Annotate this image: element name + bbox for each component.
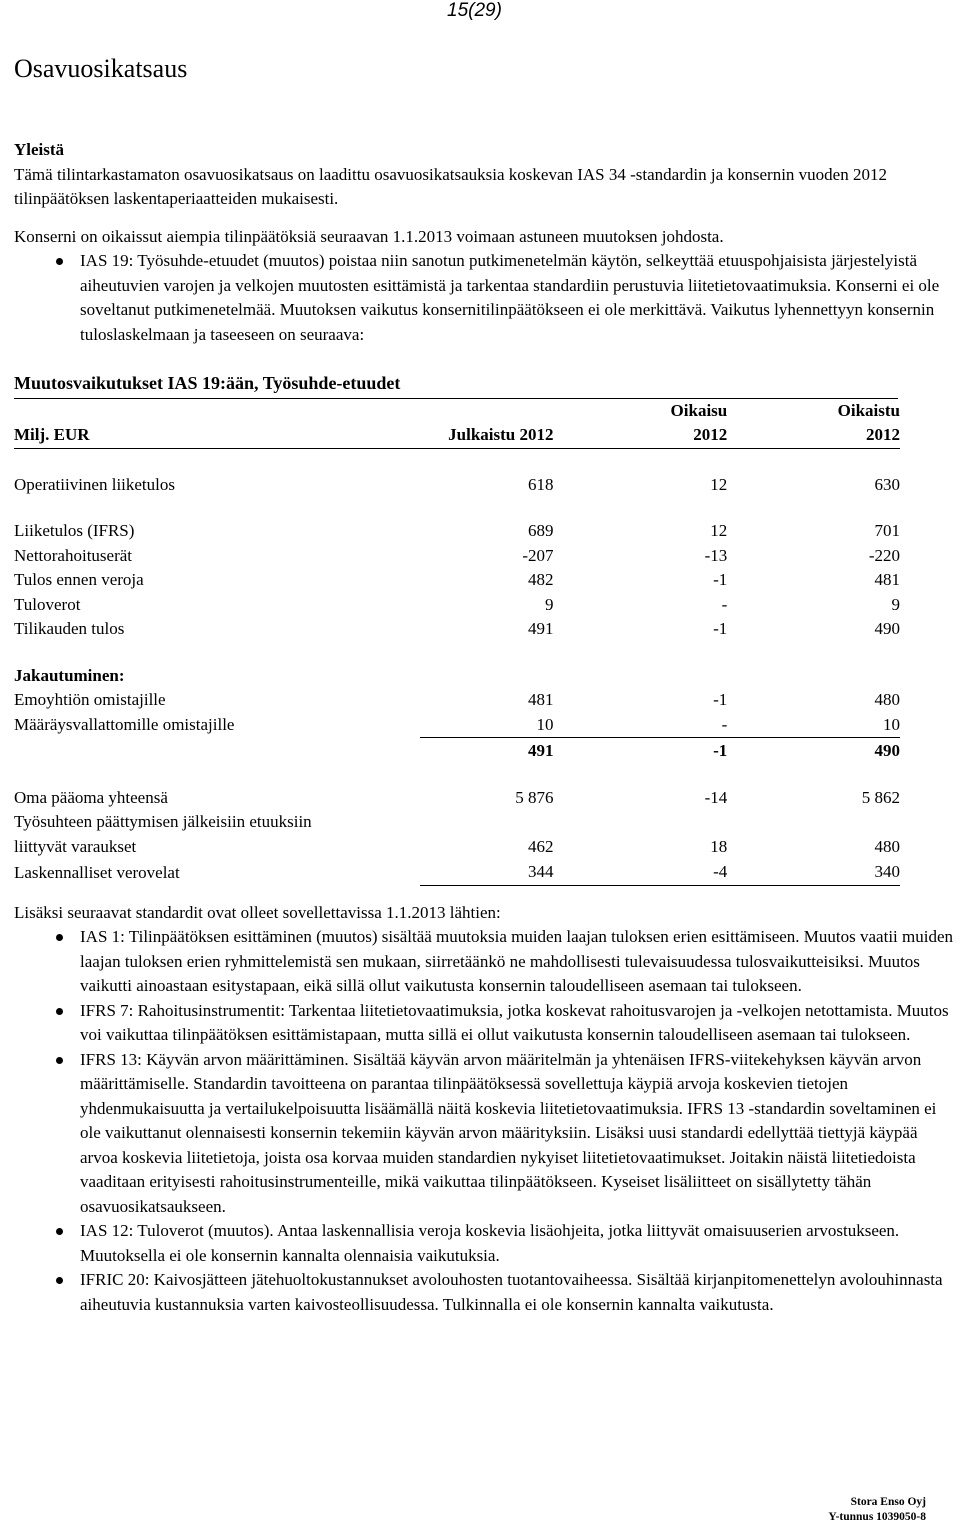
list-item-text: IAS 12: Tuloverot (muutos). Antaa laskennallisia veroja koskevia lisäohjeita, jotka liittyvät omaisuuserien arvostukseen. Muutoksella ei ole konsernin kannalta olennaisia vaikutuksia. [80,1221,900,1265]
row-label-line1: Työsuhteen päättymisen jälkeisiin etuuksiin [14,812,312,831]
row-label: Liiketulos (IFRS) [14,521,135,540]
table-title: Muutosvaikutukset IAS 19:ään, Työsuhde-etuudet [14,371,898,399]
row-label: Tuloverot [14,594,81,614]
col2-header: Julkaistu 2012 [420,423,553,448]
cell-value: -4 [554,859,728,885]
col4-header-line1: Oikaistu [837,400,900,420]
row-label: Nettorahoituserät [14,545,133,565]
table-row [14,544,900,569]
col3-header-line2: 2012 [554,423,728,448]
row-label: Emoyhtiön omistajille [14,690,166,709]
list-item-text: IFRS 13: Käyvän arvon määrittäminen. Sisältää käyvän arvon määritelmän ja yhtenäisen IFRS-viitekehyksen käyvän arvon määrittämiselle. Standardin tavoitteena on parantaa tilinpäätöksessä sovellettuja käypiä arvoja koskevien tietojen yhdenmukaisuutta ja vertailukelpoisuutta lisäämällä näitä koskevia liitetietovaatimuksia. IFRS 13 -standardin soveltaminen ei ole vaikuttanut olennaisesti konsernin tekemiin käyvän arvon määrityksiin. Lisäksi uusi standardi edellyttää tiettyjä käypää arvoa koskevia liitetietoja, joista osa korvaa muiden standardien nykyiset liitetietovaatimukset. Joitakin näistä liitetiedoista vaaditaan erityisesti rahoitusinstrumenteille, mikä vaikuttaa tilinpäätökseen. Kyseiset lisäliitteet on sisällytetty tähän osavuosikatsaukseen. [80,1049,937,1216]
cell-value: 12 [710,521,728,540]
cell-value: 10 [727,713,900,738]
ias19-bullet-text: IAS 19: Työsuhde-etuudet (muutos) poistaa niin sanotun putkimenetelmän käytön, selkeyttää etuuspohjaisista järjestelyistä aiheutuvien varojen ja velkojen muutosten esittämistä ja tarkentaa standardiin perustuvia liitetietovaatimuksia. Konserni ei ole soveltanut putkimenetelmää. Muutoksen vaikutus konsernitilinpäätökseen ei ole merkittävä. Vaikutus lyhennettyyn konsernin tuloslaskelmaan ja taseeseen on seuraava: [80,251,940,344]
cell-value: 482 [528,570,554,589]
standards-list [14,925,954,1317]
list-item [14,999,954,1048]
cell-value: 9 [545,594,554,614]
distribution-heading: Jakautuminen: [14,665,125,685]
row-label: Tulos ennen veroja [14,570,144,589]
cell-value: 12 [710,474,728,494]
cell-value: 618 [528,474,554,494]
cell-value: 491 [528,619,554,638]
cell-value: 5 862 [861,787,900,807]
bullet-icon [56,1277,63,1284]
cell-value: -220 [868,545,900,565]
page-footer [828,1495,926,1525]
cell-value: 701 [874,521,900,540]
cell-value: - [721,594,728,614]
ias19-bullet-list [14,249,954,347]
general-paragraph-1: Tämä tilintarkastamaton osavuosikatsaus on laadittu osavuosikatsauksia koskevan IAS 34 -standardin ja konsernin vuoden 2012 tilinpäätöksen laskentaperiaatteiden mukaisesti. [14,164,887,208]
cell-value: 5 876 [515,787,554,807]
list-item-text: IFRS 7: Rahoitusinstrumentit: Tarkentaa liitetietovaatimuksia, jotka koskevat rahoitusvarojen ja -velkojen netottamista. Muutos voi vaikuttaa tilinpäätöksen esittämistapaan, mutta sillä ei ollut vaikutusta konsernin taloudelliseen asemaan tai tulokseen. [80,1000,949,1044]
standards-intro: Lisäksi seuraavat standardit ovat olleet sovellettavissa 1.1.2013 lähtien: [14,902,501,922]
table-row [14,473,900,498]
cell-value: 10 [420,713,553,738]
table-row [14,786,900,811]
list-item [14,1048,954,1220]
table-row [14,810,900,835]
cell-value: 689 [528,521,554,540]
unit-header: Milj. EUR [14,423,420,448]
document-body [14,138,954,1317]
table-row [14,593,900,618]
table-row [14,713,900,738]
cell-value: 630 [874,474,900,494]
bullet-icon [56,1228,63,1235]
cell-value: -1 [713,619,728,638]
bullet-icon [56,1008,63,1015]
list-item [14,1268,954,1317]
cell-value: - [554,713,728,738]
cell-value: -1 [713,690,728,709]
cell-value: 481 [874,570,900,589]
table-row [14,617,900,642]
list-item [14,249,954,347]
cell-value: -13 [704,545,728,565]
general-heading: Yleistä [14,140,65,159]
page-title: Osavuosikatsaus [14,54,188,83]
cell-value: 491 [528,741,554,760]
list-item [14,925,954,999]
cell-value: 9 [891,594,900,614]
cell-value: 480 [874,836,900,856]
cell-value: 344 [420,859,553,885]
footer-business-id: Y-tunnus 1039050-8 [828,1511,926,1523]
bullet-icon [56,1057,63,1064]
cell-value: 340 [727,859,900,885]
footer-company: Stora Enso Oyj [850,1496,926,1508]
row-label: Oma pääoma yhteensä [14,787,168,807]
col3-header-line1: Oikaisu [670,400,728,420]
table-row [14,859,900,885]
cell-value: 490 [874,741,900,760]
table-row [14,688,900,713]
row-label: Operatiivinen liiketulos [14,474,175,494]
table-row [14,835,900,860]
row-label-line2: liittyvät varaukset [14,836,137,856]
row-label: Laskennalliset verovelat [14,862,180,882]
general-paragraph-2: Konserni on oikaissut aiempia tilinpäätöksiä seuraavan 1.1.2013 voimaan astuneen muutoksen johdosta. [14,226,724,246]
cell-value: 481 [528,690,554,709]
table-row [14,519,900,544]
cell-value: 480 [874,690,900,709]
cell-value: 18 [710,836,728,856]
bullet-icon [56,934,63,941]
row-label: Tilikauden tulos [14,619,125,638]
total-row [14,738,900,764]
cell-value: -14 [704,787,728,807]
adjustment-table [14,399,900,886]
page-number: 15(29) [447,0,502,21]
col4-header-line2: 2012 [727,423,900,448]
list-item-text: IAS 1: Tilinpäätöksen esittäminen (muutos) sisältää muutoksia muiden laajan tuloksen erien esittämiseen. Muutos vaatii muiden laajan tuloksen erien ryhmittelemistä sen mukaan, siirretäänkö ne mahdollisesti tulevaisuudessa tulosvaikutteisiksi. Muutos vaikutti ainoastaan esitystapaan, eikä sillä ollut vaikutusta konsernin taloudelliseen asemaan tai tulokseen. [80,927,954,995]
row-label: Määräysvallattomille omistajille [14,715,235,734]
cell-value: -1 [713,741,728,760]
cell-value: 490 [874,619,900,638]
bullet-icon [56,258,63,265]
list-item-text: IFRIC 20: Kaivosjätteen jätehuoltokustannukset avolouhosten tuotantovaiheessa. Sisältää kirjanpitomenettelyn avolouhinnasta aiheutuvia kustannuksia varten kaivosteollisuudessa. Tulkinnalla ei ole konsernin kannalta vaikutusta. [80,1270,943,1314]
cell-value: -1 [713,570,728,589]
table-row [14,568,900,593]
cell-value: -207 [522,545,554,565]
cell-value: 462 [528,836,554,856]
list-item [14,1219,954,1268]
